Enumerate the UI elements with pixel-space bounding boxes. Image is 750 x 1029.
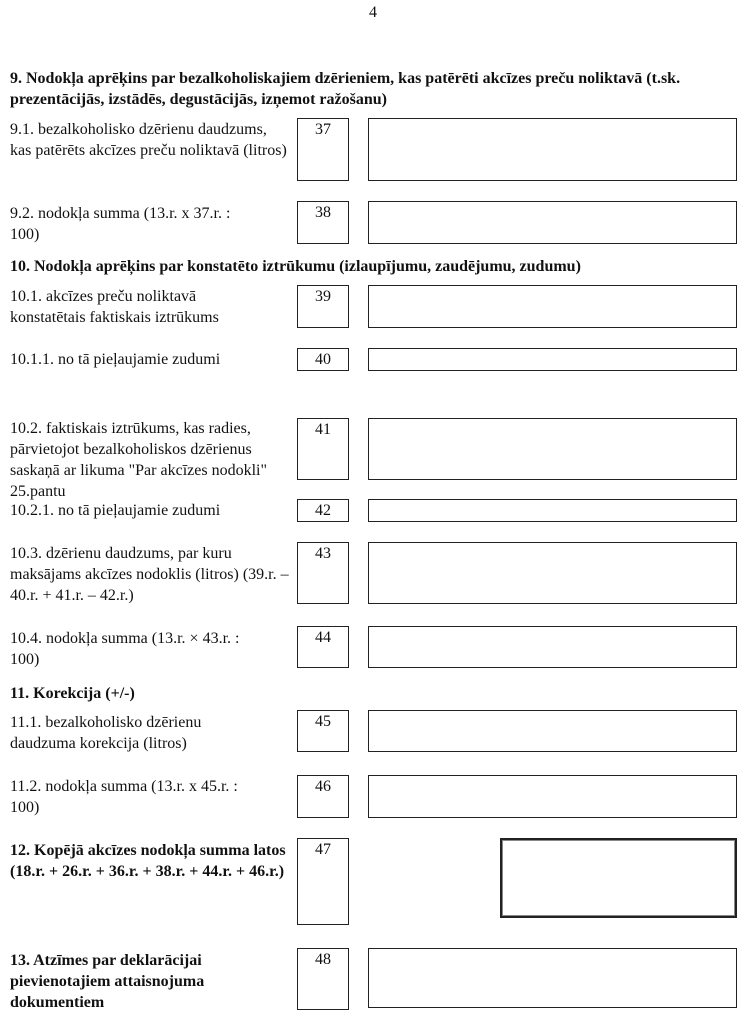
row-10-1-1-label: 10.1.1. no tā pieļaujamie zudumi	[10, 351, 221, 368]
row-11-1-label: 11.1. bezalkoholisko dzērienu daudzuma korekcija (litros)	[10, 714, 202, 752]
row-10-1-code: 39	[297, 285, 349, 328]
row-12-code: 47	[297, 838, 349, 925]
row-9-1-label: 9.1. bezalkoholisko dzērienu daudzums, kas patērēts akcīzes preču noliktavā (litros)	[10, 121, 287, 159]
row-11-2-code: 46	[297, 775, 349, 818]
section-9-heading: 9. Nodokļa aprēķins par bezalkoholiskajiem dzērieniem, kas patērēti akcīzes preču noliktavā (t.sk. prezentācijās, izstādēs, degustācijās, izņemot ražošanu)	[10, 70, 681, 108]
row-11-2-value-field[interactable]	[368, 775, 737, 818]
row-11-2-label: 11.2. nodokļa summa (13.r. x 45.r. : 100)	[10, 778, 238, 816]
row-10-2-code: 41	[297, 418, 349, 480]
row-10-1-1-code: 40	[297, 348, 349, 371]
section-11-heading: 11. Korekcija (+/-)	[10, 685, 135, 702]
row-10-2-1-code: 42	[297, 499, 349, 522]
row-13-code: 48	[297, 948, 349, 1010]
row-9-1-value-field[interactable]	[368, 118, 737, 181]
row-10-4-label: 10.4. nodokļa summa (13.r. × 43.r. : 100)	[10, 630, 240, 668]
row-9-2-label: 9.2. nodokļa summa (13.r. x 37.r. : 100)	[10, 205, 231, 243]
section-10-heading: 10. Nodokļa aprēķins par konstatēto iztrūkumu (izlaupījumu, zaudējumu, zudumu)	[10, 258, 581, 275]
row-10-2-label: 10.2. faktiskais iztrūkums, kas radies, pārvietojot bezalkoholiskos dzērienus saskaņā ar likuma "Par akcīzes nodokli" 25.pantu	[10, 420, 267, 500]
row-13-label: 13. Atzīmes par deklarācijai pievienotajiem attaisnojuma dokumentiem	[10, 952, 205, 1011]
row-10-4-code: 44	[297, 626, 349, 668]
row-10-3-code: 43	[297, 542, 349, 604]
page-number: 4	[369, 4, 377, 21]
row-12-total-field[interactable]	[500, 838, 737, 918]
row-10-2-value-field[interactable]	[368, 418, 737, 480]
row-10-3-label: 10.3. dzērienu daudzums, par kuru maksājams akcīzes nodoklis (litros) (39.r. – 40.r. + 41.r. – 42.r.)	[10, 545, 289, 604]
row-9-1-code: 37	[297, 118, 349, 181]
row-10-1-label: 10.1. akcīzes preču noliktavā konstatētais faktiskais iztrūkums	[10, 288, 219, 326]
row-13-notes-field[interactable]	[368, 948, 737, 1008]
row-12-label: 12. Kopējā akcīzes nodokļa summa latos (18.r. + 26.r. + 36.r. + 38.r. + 44.r. + 46.r.)	[10, 842, 286, 880]
row-10-2-1-label: 10.2.1. no tā pieļaujamie zudumi	[10, 502, 221, 519]
row-9-2-value-field[interactable]	[368, 201, 737, 244]
row-11-1-value-field[interactable]	[368, 710, 737, 752]
row-10-1-1-value-field[interactable]	[368, 348, 737, 371]
row-9-2-code: 38	[297, 201, 349, 244]
row-10-1-value-field[interactable]	[368, 285, 737, 328]
row-10-4-value-field[interactable]	[368, 626, 737, 668]
row-11-1-code: 45	[297, 710, 349, 752]
row-10-2-1-value-field[interactable]	[368, 499, 737, 522]
row-10-3-value-field[interactable]	[368, 542, 737, 604]
